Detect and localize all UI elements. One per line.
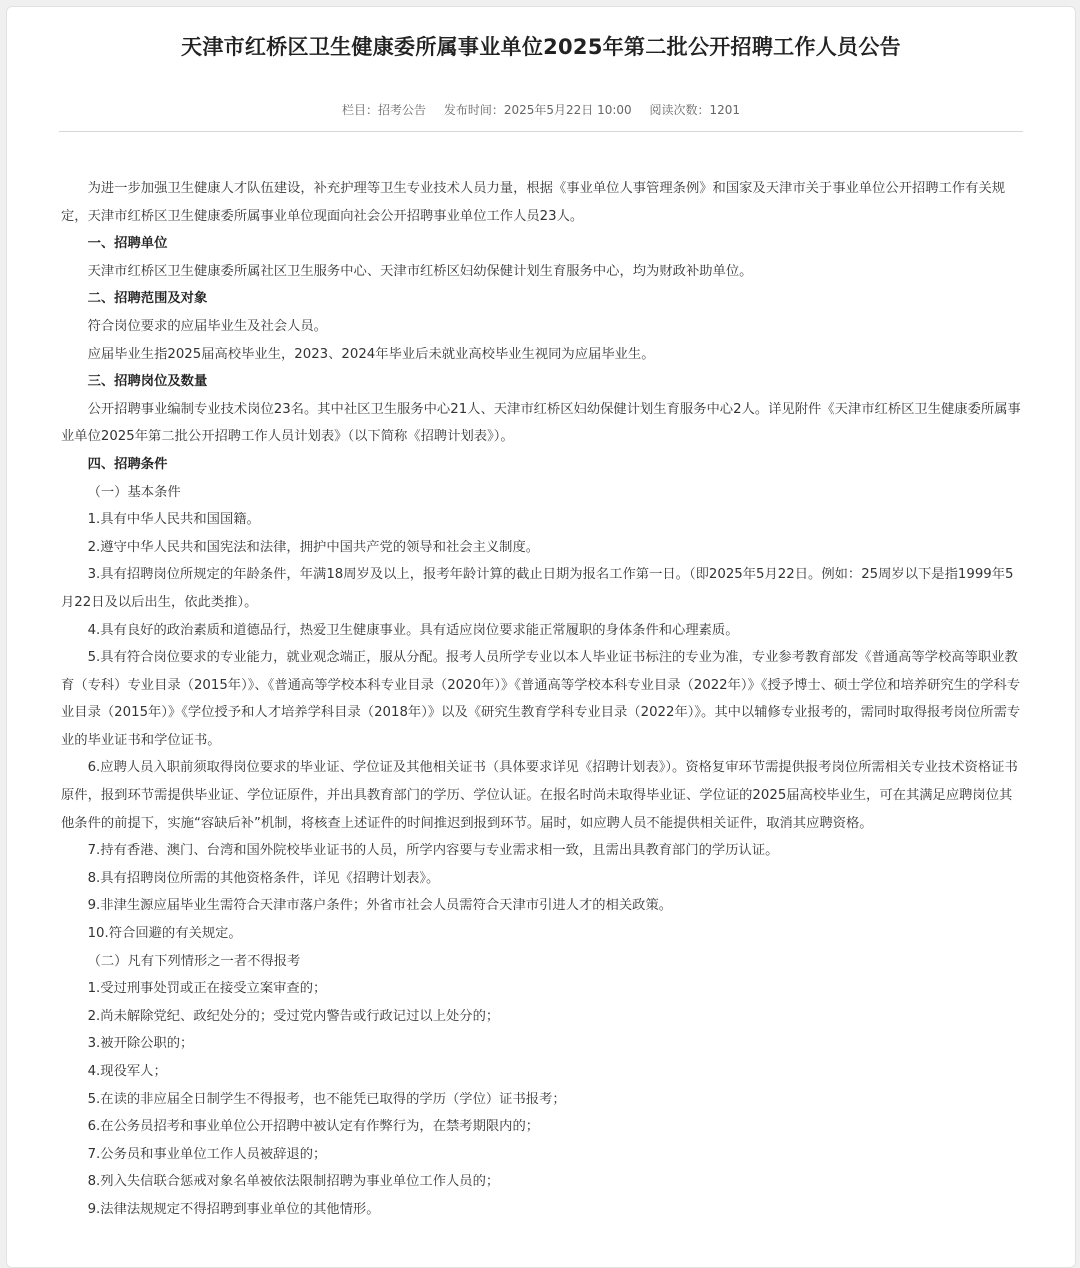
paragraph: 应届毕业生指2025届高校毕业生，2023、2024年毕业后未就业高校毕业生视同为应届毕业生。: [87, 346, 655, 362]
list-item: 7.公务员和事业单位工作人员被辞退的；: [87, 1146, 327, 1162]
list-item: 6.应聘人员入职前须取得岗位要求的毕业证、学位证及其他相关证书（具体要求详见《招聘计划表》）。资格复审环节需提供报考岗位所需相关专业技术资格证书原件，报到环节需提供毕业证、学位证原件，并出具教育部门的学历、学位认证。在报名时尚未取得毕业证、学位证的2025届高校毕业生，可在其满足应聘岗位其他条件的前提下，实施“容缺后补”机制，将核查上述证件的时间推迟到报到环节。届时，如应聘人员不能提供相关证件，取消其应聘资格。: [61, 760, 1018, 831]
list-item: 9.法律法规规定不得招聘到事业单位的其他情形。: [87, 1201, 380, 1217]
paragraph: 天津市红桥区卫生健康委所属社区卫生服务中心、天津市红桥区妇幼保健计划生育服务中心，均为财政补助单位。: [87, 263, 753, 279]
paragraph-intro: 为进一步加强卫生健康人才队伍建设，补充护理等卫生专业技术人员力量，根据《事业单位人事管理条例》和国家及天津市关于事业单位公开招聘工作有关规定，天津市红桥区卫生健康委所属事业单位现面向社会公开招聘事业单位工作人员23人。: [61, 181, 1006, 224]
list-item: 3.具有招聘岗位所规定的年龄条件，年满18周岁及以上，报考年龄计算的截止日期为报名工作第一日。（即2025年5月22日。例如：25周岁以下是指1999年5月22日及以后出生，依此类推）。: [61, 567, 1014, 610]
list-item: 10.符合回避的有关规定。: [87, 926, 242, 942]
subsection-heading: （一）基本条件: [87, 484, 181, 500]
article-title: 天津市红桥区卫生健康委所属事业单位2025年第二批公开招聘工作人员公告: [181, 35, 901, 59]
list-item: 8.具有招聘岗位所需的其他资格条件，详见《招聘计划表》。: [87, 870, 440, 886]
section-heading: 四、招聘条件: [87, 456, 168, 472]
list-item: 6.在公务员招考和事业单位公开招聘中被认定有作弊行为，在禁考期限内的；: [87, 1119, 540, 1135]
article-body: [61, 175, 1023, 1224]
section-heading: 一、招聘单位: [87, 236, 168, 252]
list-item: 2.尚未解除党纪、政纪处分的；受过党内警告或行政记过以上处分的；: [87, 1008, 500, 1024]
section-heading: 三、招聘岗位及数量: [87, 374, 208, 390]
list-item: 3.被开除公职的；: [87, 1036, 194, 1052]
meta-read-count: 阅读次数：1201: [649, 103, 741, 117]
article-page: [6, 6, 1076, 1268]
section-heading: 二、招聘范围及对象: [87, 291, 208, 307]
list-item: 5.在读的非应届全日制学生不得报考，也不能凭已取得的学历（学位）证书报考；: [87, 1091, 566, 1107]
title-divider: [59, 131, 1023, 132]
list-item: 8.列入失信联合惩戒对象名单被依法限制招聘为事业单位工作人员的；: [87, 1174, 500, 1190]
subsection-heading: （二）凡有下列情形之一者不得报考: [87, 953, 301, 969]
meta-publish-time: 发布时间：2025年5月22日 10:00: [443, 103, 632, 117]
meta-column: 栏目：招考公告: [341, 103, 426, 117]
list-item: 1.具有中华人民共和国国籍。: [87, 512, 260, 528]
paragraph: 符合岗位要求的应届毕业生及社会人员。: [87, 318, 327, 334]
list-item: 9.非津生源应届毕业生需符合天津市落户条件；外省市社会人员需符合天津市引进人才的相关政策。: [87, 898, 673, 914]
article-meta: [7, 101, 1075, 118]
list-item: 4.具有良好的政治素质和道德品行，热爱卫生健康事业。具有适应岗位要求能正常履职的身体条件和心理素质。: [87, 622, 739, 638]
list-item: 4.现役军人；: [87, 1064, 167, 1079]
list-item: 5.具有符合岗位要求的专业能力，就业观念端正，服从分配。报考人员所学专业以本人毕业证书标注的专业为准，专业参考教育部发《普通高等学校高等职业教育（专科）专业目录（2015年）》、《普通高等学校本科专业目录（2020年）》《普通高等学校本科专业目录（2022年）》《授予博士、硕士学位和培养研究生的学科专业目录（2015年）》《学位授予和人才培养学科目录（2018年）》以及《研究生教育学科专业目录（2022年）》。其中以辅修专业报考的，需同时取得报考岗位所需专业的毕业证书和学位证书。: [61, 650, 1021, 748]
list-item: 7.持有香港、澳门、台湾和国外院校毕业证书的人员，所学内容要与专业需求相一致，且需出具教育部门的学历认证。: [87, 843, 779, 859]
list-item: 2.遵守中华人民共和国宪法和法律，拥护中国共产党的领导和社会主义制度。: [87, 539, 540, 555]
list-item: 1.受过刑事处罚或正在接受立案审查的；: [87, 981, 327, 997]
paragraph: 公开招聘事业编制专业技术岗位23名。其中社区卫生服务中心21人、天津市红桥区妇幼保健计划生育服务中心2人。详见附件《天津市红桥区卫生健康委所属事业单位2025年第二批公开招聘工作人员计划表》（以下简称《招聘计划表》）。: [61, 401, 1021, 445]
